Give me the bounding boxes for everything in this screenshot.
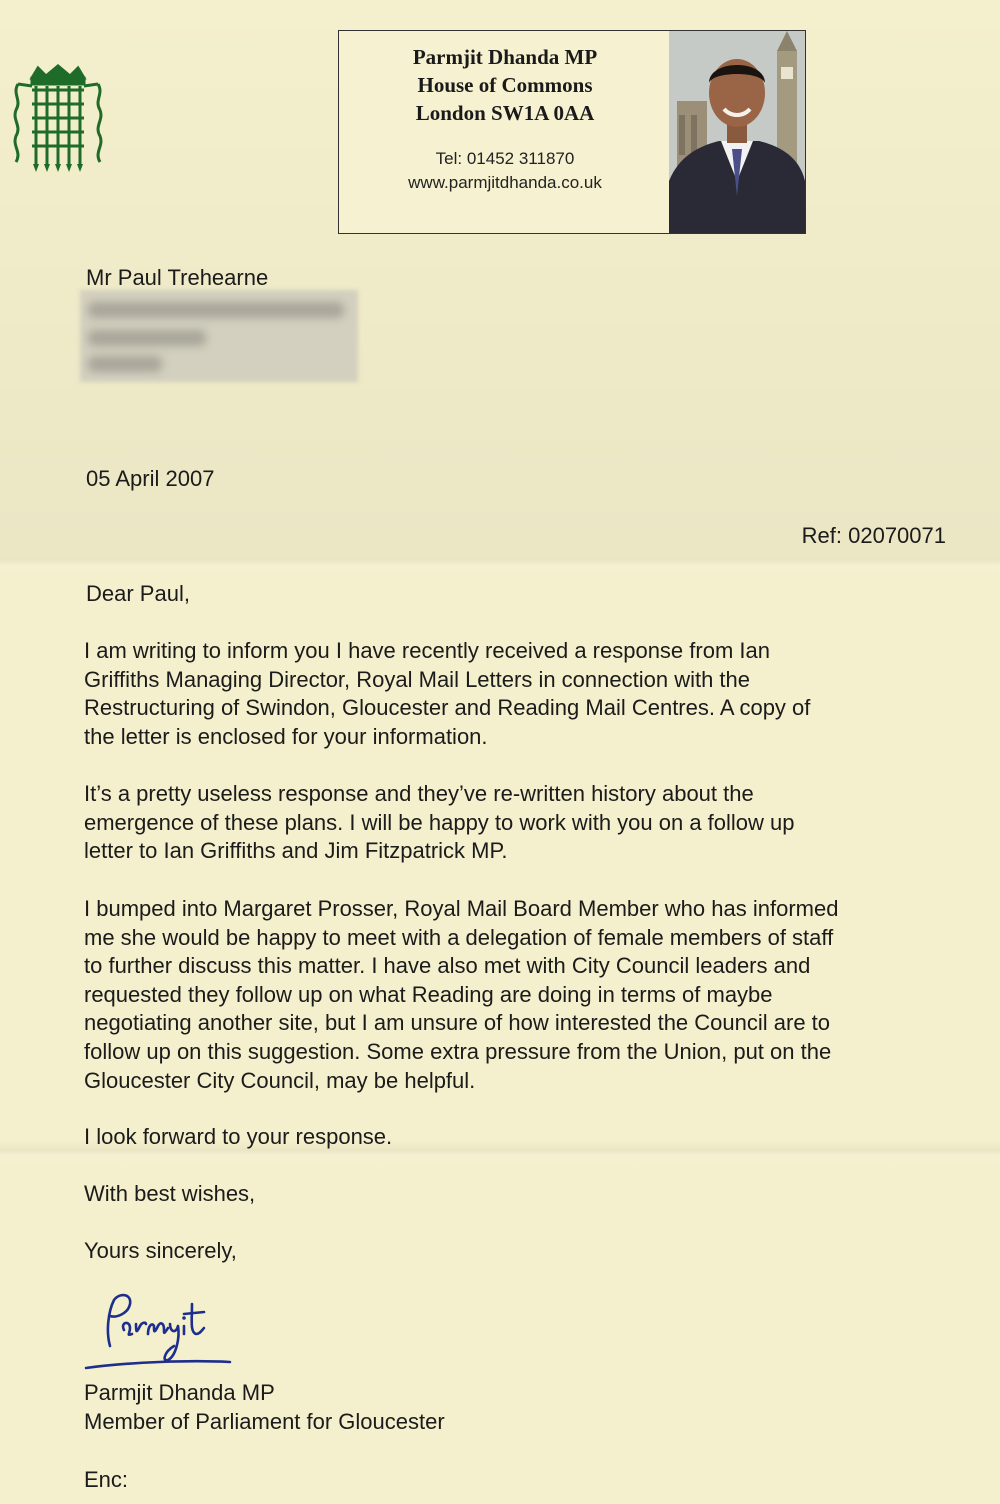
recipient-name: Mr Paul Trehearne	[86, 265, 269, 290]
paragraph-line: negotiating another site, but I am unsure of how interested the Council are to	[84, 1010, 831, 1036]
closing-wishes: With best wishes,	[84, 1181, 256, 1206]
redacted-address	[80, 290, 358, 382]
paragraph-line: the letter is enclosed for your information.	[84, 723, 488, 749]
paragraph-line: requested they follow up on what Reading are doing in terms of maybe	[84, 981, 773, 1007]
paragraph-line: me she would be happy to meet with a delegation of female members of staff	[84, 924, 834, 950]
body-paragraph-2	[84, 780, 795, 866]
signatory-title: Member of Parliament for Gloucester	[84, 1409, 445, 1434]
body-paragraph-3	[84, 895, 838, 1095]
salutation: Dear Paul,	[86, 581, 190, 606]
paragraph-line: It’s a pretty useless response and they’ve re-written history about the	[84, 781, 754, 806]
address-line-2: London SW1A 0AA	[415, 101, 595, 125]
enclosure-note: Enc:	[84, 1467, 129, 1492]
paragraph-line: letter to Ian Griffiths and Jim Fitzpatrick MP.	[84, 838, 508, 864]
paragraph-line: follow up on this suggestion. Some extra pressure from the Union, put on the	[84, 1038, 832, 1064]
paragraph-line: I bumped into Margaret Prosser, Royal Mail Board Member who has informed	[84, 896, 839, 921]
paragraph-line: emergence of these plans. I will be happy to work with you on a follow up	[84, 809, 795, 835]
signatory-name: Parmjit Dhanda MP	[84, 1380, 275, 1405]
portcullis-icon	[10, 64, 106, 172]
paragraph-line: to further discuss this matter. I have also met with City Council leaders and	[84, 953, 811, 979]
handwritten-signature	[80, 1290, 240, 1374]
sign-off: Yours sincerely,	[84, 1238, 237, 1263]
paragraph-line: Griffiths Managing Director, Royal Mail Letters in connection with the	[84, 666, 751, 692]
letter-date: 05 April 2007	[86, 466, 215, 491]
paragraph-line: Gloucester City Council, may be helpful.	[84, 1067, 476, 1093]
mp-portrait-photo	[669, 31, 805, 233]
body-paragraph-1	[84, 637, 810, 751]
telephone: Tel: 01452 311870	[435, 149, 575, 168]
reference-number: Ref: 02070071	[801, 523, 946, 548]
paragraph-line: Restructuring of Swindon, Gloucester and Reading Mail Centres. A copy of	[84, 695, 811, 721]
letterhead-box	[338, 30, 806, 234]
body-paragraph-4: I look forward to your response.	[84, 1124, 393, 1149]
paragraph-line: I am writing to inform you I have recently received a response from Ian	[84, 638, 770, 663]
address-line-1: House of Commons	[417, 73, 593, 97]
mp-name: Parmjit Dhanda MP	[412, 45, 598, 69]
website: www.parmjitdhanda.co.uk	[408, 173, 602, 192]
letterhead-text	[339, 31, 671, 235]
